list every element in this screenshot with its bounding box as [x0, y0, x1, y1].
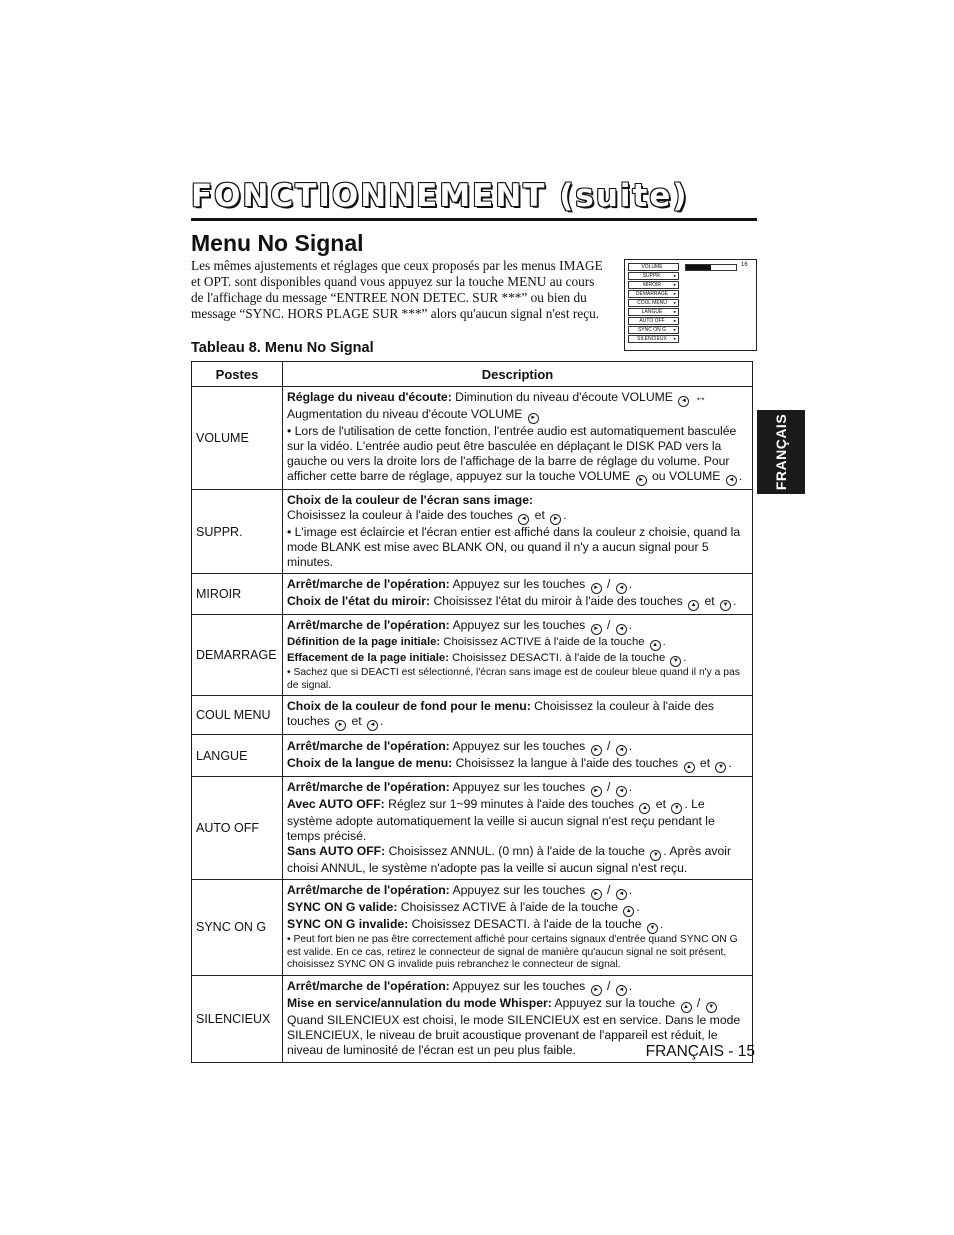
description-text: • Sachez que si DEACTI est sélectionné, l'écran sans image est de couleur bleue quand il n'y a pas de signal.	[287, 667, 740, 691]
description-text: .	[628, 780, 633, 794]
osd-menu-item	[628, 317, 679, 325]
table-caption: Tableau 8. Menu No Signal	[191, 340, 374, 356]
description-line	[287, 934, 748, 972]
description-text: .	[628, 577, 633, 591]
description-text: .	[628, 883, 633, 897]
disk-pad-key-icon: ►	[591, 583, 602, 594]
description-line	[287, 883, 748, 900]
description-line	[287, 900, 748, 917]
description-text: . Le système adopte automatiquement la veille si aucun signal n'est reçu pendant le temps précisé.	[287, 797, 715, 843]
description-term: Choix de la couleur de fond pour le menu:	[287, 699, 531, 713]
disk-pad-key-icon: ►	[591, 786, 602, 797]
table-row	[192, 490, 753, 574]
table-header-row	[192, 362, 753, 387]
description-line	[287, 390, 748, 407]
description-line	[287, 635, 748, 651]
description-line	[287, 424, 748, 486]
description-text: • Peut fort bien ne pas être correctement affiché pour certains signaux d'entrée quand SYNC ON G est valide. En ce cas, retirez le connecteur de signal de manière qu'aucun signal ne soit présent, choisissez SYNC ON G invalide puis rebranchez le connecteur de signal.	[287, 934, 738, 970]
column-header-items: Postes	[192, 362, 283, 387]
description-text: .	[628, 979, 633, 993]
disk-pad-key-icon: ◄	[678, 396, 689, 407]
description-line	[287, 407, 748, 424]
item-cell: VOLUME	[192, 387, 283, 490]
description-line	[287, 594, 748, 611]
description-text: et	[531, 508, 549, 522]
description-text: ↔	[691, 390, 707, 404]
description-text: Choisissez ANNUL. (0 mn) à l'aide de la touche	[385, 844, 649, 858]
description-term: Arrêt/marche de l'opération:	[287, 577, 450, 591]
osd-menu-item	[628, 308, 679, 316]
section-title: Menu No Signal	[191, 230, 364, 256]
description-text: Choisissez DESACTI. à l'aide de la touche	[408, 917, 645, 931]
osd-menu-item	[628, 335, 679, 343]
disk-pad-key-icon: ◄	[726, 475, 737, 486]
disk-pad-key-icon: ▲	[684, 762, 695, 773]
table-row	[192, 574, 753, 615]
disk-pad-key-icon: ▲	[623, 906, 634, 917]
description-term: Arrêt/marche de l'opération:	[287, 883, 450, 897]
disk-pad-key-icon: ◄	[616, 985, 627, 996]
description-text: /	[603, 618, 614, 632]
description-term: Choix de l'état du miroir:	[287, 594, 431, 608]
description-text: /	[603, 780, 614, 794]
osd-arrow-icon: ►	[673, 300, 677, 305]
disk-pad-key-icon: ►	[528, 413, 539, 424]
osd-arrow-icon: ►	[673, 273, 677, 278]
description-term: Réglage du niveau d'écoute:	[287, 390, 452, 404]
description-term: Arrêt/marche de l'opération:	[287, 979, 450, 993]
language-tab-label: FRANÇAIS	[773, 413, 789, 491]
description-cell	[283, 387, 753, 490]
description-term: Effacement de la page initiale:	[287, 652, 449, 664]
no-signal-menu-table	[191, 361, 753, 1063]
description-term: SYNC ON G valide:	[287, 900, 398, 914]
description-text: Choisissez la couleur à l'aide des touches	[287, 508, 517, 522]
table-row	[192, 735, 753, 777]
description-term: Arrêt/marche de l'opération:	[287, 618, 450, 632]
osd-menu-item-label: COUL MENU	[637, 300, 667, 306]
description-text: . Après avoir choisi ANNUL, le système n'adopte pas la veille si aucun signal n'est reçu.	[287, 844, 732, 875]
table-row	[192, 696, 753, 735]
description-term: SYNC ON G invalide:	[287, 917, 409, 931]
description-text: Augmentation du niveau d'écoute VOLUME	[287, 407, 526, 421]
osd-menu-item-label: DEMARRAGE	[635, 291, 669, 297]
description-text: /	[603, 883, 614, 897]
description-line	[287, 780, 748, 797]
osd-menu-item-label: AUTO OFF	[639, 318, 665, 324]
osd-menu-item-label: VOLUME	[641, 264, 663, 270]
description-text: Appuyez sur les touches	[449, 979, 589, 993]
description-text: .	[728, 755, 732, 770]
description-line	[287, 844, 748, 876]
disk-pad-key-icon: ▼	[647, 923, 658, 934]
description-text: Choisissez ACTIVE à l'aide de la touche	[397, 900, 622, 914]
disk-pad-key-icon: ◄	[518, 514, 529, 525]
disk-pad-key-icon: ►	[591, 745, 602, 756]
osd-menu-list	[628, 263, 679, 344]
description-line	[287, 996, 748, 1013]
osd-volume-bar	[685, 264, 737, 271]
description-text: .	[733, 594, 737, 608]
description-text: et	[701, 594, 718, 608]
item-cell: SYNC ON G	[192, 880, 283, 976]
description-line	[287, 756, 748, 773]
disk-pad-key-icon: ▼	[670, 656, 681, 667]
table-row	[192, 387, 753, 490]
item-cell: SILENCIEUX	[192, 975, 283, 1062]
description-text: .	[659, 917, 664, 931]
disk-pad-key-icon: ◄	[616, 624, 627, 635]
description-text: • Lors de l'utilisation de cette fonction, l'entrée audio est automatiquement basculée sur la vidéo. L'entrée audio peut être basculée en déplaçant le DISK PAD vers la gauche ou vers la droite lors de l'affichage de la barre de réglage du volume. Pour afficher cette barre de réglage, appuyez sur la touche VOLUME	[287, 424, 737, 483]
item-cell: MIROIR	[192, 574, 283, 615]
description-line	[287, 577, 748, 594]
osd-menu-item	[628, 281, 679, 289]
osd-menu-item-label: SYNC ON G	[637, 327, 667, 333]
table-row	[192, 615, 753, 696]
disk-pad-key-icon: ▼	[650, 850, 661, 861]
description-term: Avec AUTO OFF:	[287, 797, 385, 811]
description-term: Choix de la langue de menu:	[287, 755, 453, 770]
osd-arrow-icon: ►	[673, 282, 677, 287]
disk-pad-key-icon: ▲	[650, 640, 661, 651]
description-line	[287, 651, 748, 667]
description-line	[287, 699, 748, 731]
osd-arrow-icon: ►	[673, 318, 677, 323]
description-text: ou VOLUME	[648, 469, 724, 483]
language-tab	[757, 410, 805, 494]
description-text: .	[563, 508, 567, 522]
description-text: Appuyez sur les touches	[449, 618, 589, 632]
description-text: .	[683, 652, 687, 664]
description-text: /	[603, 979, 614, 993]
disk-pad-key-icon: ▼	[720, 600, 731, 611]
description-term: Choix de la couleur de l'écran sans image:	[287, 493, 534, 507]
description-line	[287, 618, 748, 635]
osd-arrow-icon: ►	[673, 309, 677, 314]
osd-menu-item	[628, 263, 679, 271]
description-text: et	[348, 714, 366, 728]
osd-menu-preview	[624, 259, 757, 351]
description-text: Appuyez sur les touches	[449, 883, 589, 897]
description-text: Choisissez ACTIVE à l'aide de la touche	[440, 636, 648, 648]
description-cell	[283, 880, 753, 976]
description-text: .	[628, 618, 633, 632]
osd-menu-item-label: LANGUE	[641, 309, 663, 315]
osd-menu-item	[628, 299, 679, 307]
table-row	[192, 880, 753, 976]
osd-arrow-icon: ►	[673, 336, 677, 341]
description-term: Sans AUTO OFF:	[287, 844, 386, 858]
osd-arrow-icon: ►	[673, 291, 677, 296]
item-cell: COUL MENU	[192, 696, 283, 735]
description-text: Choisissez l'état du miroir à l'aide des touches	[430, 594, 687, 608]
description-text: Appuyez sur les touches	[449, 738, 589, 753]
description-line	[287, 525, 748, 570]
disk-pad-key-icon: ►	[591, 889, 602, 900]
disk-pad-key-icon: ▲	[681, 1002, 692, 1013]
description-text: Choisissez la couleur à l'aide des touches	[287, 699, 714, 728]
column-header-description: Description	[283, 362, 753, 387]
description-text: .	[738, 469, 743, 483]
disk-pad-key-icon: ►	[591, 985, 602, 996]
description-text: Appuyez sur les touches	[449, 780, 589, 794]
item-cell: AUTO OFF	[192, 777, 283, 880]
disk-pad-key-icon: ►	[636, 475, 647, 486]
disk-pad-key-icon: ◄	[616, 745, 627, 756]
table-body	[192, 387, 753, 1063]
item-cell: LANGUE	[192, 735, 283, 777]
description-line	[287, 508, 748, 525]
description-cell	[283, 735, 753, 777]
page-footer: FRANÇAIS - 15	[645, 1043, 755, 1060]
disk-pad-key-icon: ▼	[671, 803, 682, 814]
description-text: Réglez sur 1~99 minutes à l'aide des touches	[384, 797, 638, 811]
osd-menu-item	[628, 326, 679, 334]
osd-volume-value: 16	[741, 262, 748, 268]
osd-arrow-icon: ►	[673, 327, 677, 332]
disk-pad-key-icon: ◄	[616, 889, 627, 900]
description-text: Choisissez la langue à l'aide des touches	[452, 755, 682, 770]
intro-paragraph: Les mêmes ajustements et réglages que ceux proposés par les menus IMAGE et OPT. sont disponibles quand vous appuyez sur la touche MENU au cours de l'affichage du message “ENTREE NON DETEC. SUR ***” ou bien du message “SYNC. HORS PLAGE SUR ***” alors qu'aucun signal n'est reçu.	[191, 258, 603, 321]
disk-pad-key-icon: ▼	[706, 1002, 717, 1013]
disk-pad-key-icon: ◄	[367, 720, 378, 731]
osd-menu-item	[628, 290, 679, 298]
item-cell: SUPPR.	[192, 490, 283, 574]
disk-pad-key-icon: ▲	[688, 600, 699, 611]
description-text: Choisissez DESACTI. à l'aide de la touche	[448, 652, 669, 664]
description-cell	[283, 777, 753, 880]
description-term: Mise en service/annulation du mode Whisper:	[287, 996, 552, 1010]
disk-pad-key-icon: ►	[550, 514, 561, 525]
description-term: Définition de la page initiale:	[287, 636, 441, 648]
osd-menu-item-label: SUPPR.	[642, 273, 662, 279]
description-line	[287, 979, 748, 996]
description-term: Arrêt/marche de l'opération:	[287, 738, 450, 753]
title-divider	[191, 218, 757, 221]
osd-volume-bar-fill	[686, 265, 711, 270]
osd-menu-item-label: MIROIR	[642, 282, 662, 288]
description-line	[287, 739, 748, 756]
table-row	[192, 777, 753, 880]
description-text: Diminution du niveau d'écoute VOLUME	[451, 390, 677, 404]
description-text: • L'image est éclaircie et l'écran entier est affiché dans la couleur z choisie, quand la mode BLANK est mise avec BLANK ON, ou quand il n'y a aucun signal pour 5 minutes.	[287, 525, 741, 569]
disk-pad-key-icon: ►	[335, 720, 346, 731]
description-cell	[283, 696, 753, 735]
description-line	[287, 797, 748, 844]
description-cell	[283, 574, 753, 615]
description-line	[287, 917, 748, 934]
description-text: Appuyez sur les touches	[449, 577, 589, 591]
disk-pad-key-icon: ◄	[616, 583, 627, 594]
description-text: /	[603, 738, 614, 753]
description-text: Appuyez sur la touche	[551, 996, 679, 1010]
disk-pad-key-icon: ▼	[715, 762, 726, 773]
description-text: .	[662, 636, 666, 648]
description-cell	[283, 615, 753, 696]
description-text: .	[636, 900, 640, 914]
osd-menu-item	[628, 272, 679, 280]
description-text: .	[628, 738, 633, 753]
description-line	[287, 667, 748, 692]
disk-pad-key-icon: ◄	[616, 786, 627, 797]
description-text: /	[693, 996, 704, 1010]
description-text: et	[696, 755, 714, 770]
osd-menu-item-label: SILENCIEUX	[637, 336, 667, 342]
page-title: FONCTIONNEMENT (suite)	[191, 178, 689, 214]
item-cell: DEMARRAGE	[192, 615, 283, 696]
description-line	[287, 493, 748, 508]
description-term: Arrêt/marche de l'opération:	[287, 780, 450, 794]
description-text: .	[380, 714, 384, 728]
description-text: et	[652, 797, 670, 811]
description-text: Quand SILENCIEUX est choisi, le mode SILENCIEUX est en service. Dans le mode SILENCIEUX, le niveau de bruit acoustique provenant de l'appareil est réduit, le niveau de luminosité de l'écran est un peu plus faible.	[287, 1013, 741, 1057]
disk-pad-key-icon: ▲	[639, 803, 650, 814]
disk-pad-key-icon: ►	[591, 624, 602, 635]
description-cell	[283, 490, 753, 574]
description-text: /	[603, 577, 614, 591]
